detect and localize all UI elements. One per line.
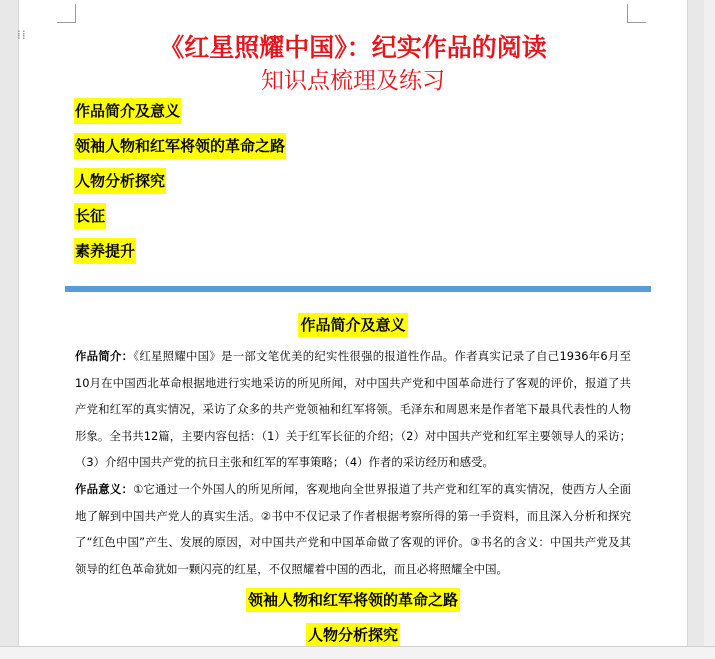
table-of-contents [74,98,286,273]
section-heading [19,314,687,335]
status-bar [0,646,715,659]
meaning-text: ①它通过一个外国人的所见所闻，客观地向全世界报道了共产党和红军的真实情况，使西方人全面地了解到中国共产党人的真实生活。②书中不仅记录了作者根据考察所得的第一手资料，而且深入分析和探究了“红色中国”产生、发展的原因，对中国共产党和中国革命做了客观的评价。③书名的含义：中国共产党及其领导的红色革命犹如一颗闪亮的红星，不仅照耀着中国的西北，而且必将照耀全中国。 [75,482,631,576]
document-title: 《红星照耀中国》：纪实作品的阅读 [159,33,547,62]
meaning-paragraph [75,476,631,582]
document-page [18,0,688,646]
section-heading [19,589,687,610]
toc-item[interactable]: 人物分析探究 [74,168,166,194]
section-heading [19,624,687,645]
toc-item[interactable]: 素养提升 [74,238,136,264]
intro-paragraph [75,343,631,476]
document-subtitle: 知识点梳理及练习 [261,68,445,94]
section-heading-text: 领袖人物和红军将领的革命之路 [246,588,460,612]
meaning-label: 作品意义： [75,482,134,496]
drag-handle-icon[interactable]: ⁞⁞ [17,28,27,42]
section-divider [65,286,651,292]
section-heading-text: 人物分析探究 [306,623,400,646]
intro-text: 《红星照耀中国》是一部文笔优美的纪实性很强的报道性作品。作者真实记录了自己1936年6月至10月在中国西北革命根据地进行实地采访的所见所闻，对中国共产党和中国革命进行了客观的评价，报道了共产党和红军的真实情况，采访了众多的共产党领袖和红军将领。毛泽东和周恩来是作者笔下最具代表性的人物形象。全书共12篇，主要内容包括：（1）关于红军长征的介绍；（2）对中国共产党和红军主要领导人的采访；（3）介绍中国共产党的抗日主张和红军的军事策略；（4）作者的采访经历和感受。 [75,349,631,469]
page-corner-mark-right [627,4,646,23]
toc-item[interactable]: 领袖人物和红军将领的革命之路 [74,133,286,159]
section-heading-text: 作品简介及意义 [298,313,407,337]
intro-label: 作品简介： [75,349,134,363]
vertical-scrollbar[interactable] [704,0,715,646]
page-corner-mark-left [57,4,76,23]
toc-item[interactable]: 作品简介及意义 [74,98,181,124]
toc-item[interactable]: 长征 [74,203,106,229]
